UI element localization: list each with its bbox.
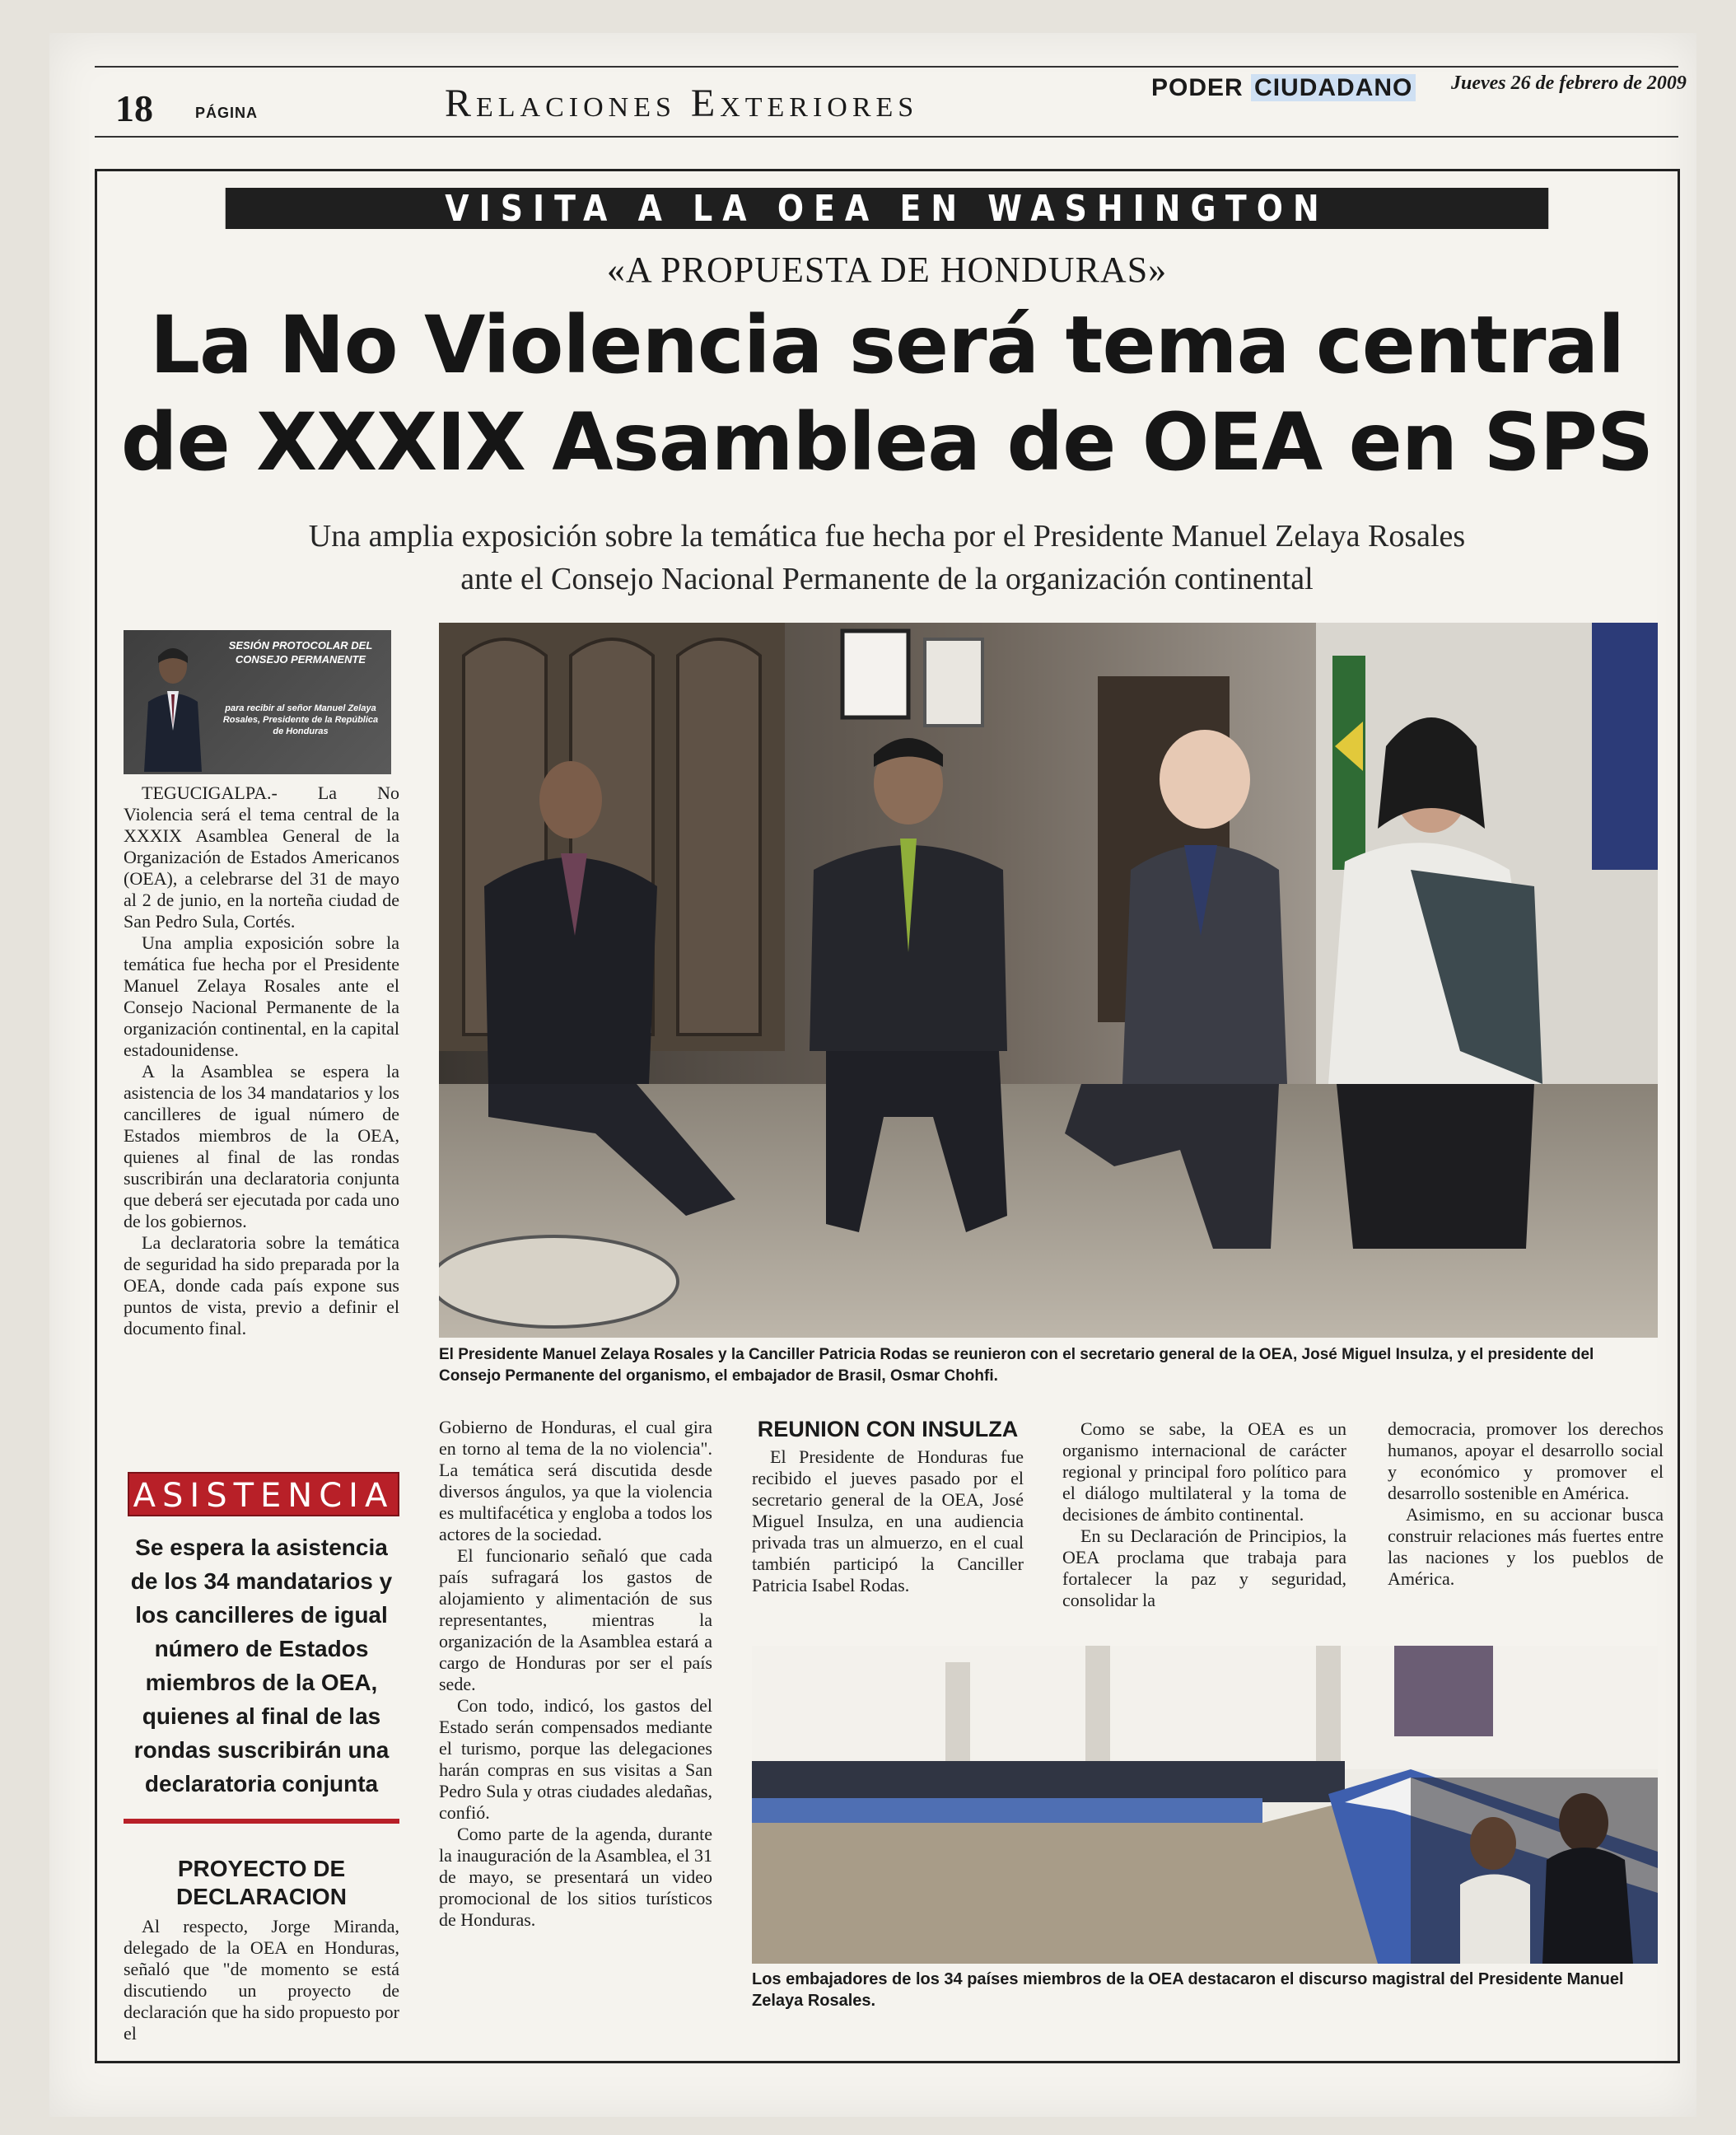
thumb-subtitle: para recibir al señor Manuel Zelaya Rosales, Presidente de la República de Honduras bbox=[222, 703, 379, 736]
article-column-1 bbox=[124, 783, 399, 1339]
pullquote-rule bbox=[124, 1819, 399, 1824]
asistencia-pullquote: Se espera la asistencia de los 34 mandatarios y los cancilleres de igual número de Estados miembros de la OEA, quienes al final de las rondas suscribirán una declaratoria conjunta bbox=[130, 1535, 393, 1796]
article-column-5 bbox=[1388, 1418, 1664, 1590]
headline-line-2: de XXXIX Asamblea de OEA en SPS bbox=[120, 396, 1654, 488]
col1-paragraph: TEGUCIGALPA.- La No Violencia será el tema central de la XXXIX Asamblea General de la Organización de Estados Americanos (OEA), a celebrarse del 31 de mayo al 2 de junio, en la norteña ciudad de San Pedro Sula, Cortés. bbox=[124, 783, 399, 932]
assembly-photo-illustration bbox=[752, 1646, 1658, 1964]
article-column-2 bbox=[439, 1417, 712, 1931]
proyecto-paragraph: Al respecto, Jorge Miranda, delegado de la OEA en Honduras, señaló que "de momento se está discutiendo un proyecto de declaración que ha sido propuesto por el bbox=[124, 1916, 399, 2044]
proyecto-heading bbox=[124, 1855, 399, 1911]
proyecto-body bbox=[124, 1916, 399, 2044]
person-silhouette-icon bbox=[140, 640, 206, 772]
article-kicker: «A PROPUESTA DE HONDURAS» bbox=[606, 250, 1168, 290]
col1-paragraph: La declaratoria sobre la temática de seguridad ha sido preparada por la OEA, donde cada país expone sus puntos de vista, previo a definir el documento final. bbox=[124, 1232, 399, 1338]
col1-paragraph: A la Asamblea se espera la asistencia de los 34 mandatarios y los cancilleres de igual número de Estados miembros de la OEA, quienes al final de las rondas suscribirán una declaratoria conjunta que deberá ser ejecutada por cada uno de los gobiernos. bbox=[124, 1061, 399, 1231]
headline-line-1: La No Violencia será tema central bbox=[149, 299, 1625, 391]
asistencia-label: ASISTENCIA bbox=[128, 1472, 399, 1516]
deck-line-1: Una amplia exposición sobre la temática fue hecha por el Presidente Manuel Zelaya Rosales bbox=[308, 519, 1466, 554]
col5-paragraph: Asimismo, en su accionar busca construir relaciones más fuertes entre las naciones y los pueblos de América. bbox=[1388, 1504, 1664, 1589]
main-photo bbox=[439, 623, 1658, 1338]
meeting-photo-illustration bbox=[439, 623, 1658, 1338]
col1-paragraph: Una amplia exposición sobre la temática fue hecha por el Presidente Manuel Zelaya Rosales ante el Consejo Nacional Permanente de la organización continental, en la capital estadounidense. bbox=[124, 932, 399, 1060]
col2-paragraph: Gobierno de Honduras, el cual gira en torno al tema de la no violencia". La temática será discutida desde diversos ángulos, ya que la violencia es multifacética y engloba a todos los actores de la sociedad. bbox=[439, 1417, 712, 1544]
article-headline bbox=[118, 297, 1656, 491]
col2-paragraph: Con todo, indicó, los gastos del Estado serán compensados mediante el turismo, porque las delegaciones harán compras en sus visitas a San Pedro Sula y otras ciudades aledañas, confió. bbox=[439, 1695, 712, 1823]
brand-left: PODER bbox=[1151, 74, 1244, 101]
main-photo-caption: El Presidente Manuel Zelaya Rosales y la Canciller Patricia Rodas se reunieron con el secretario general de la OEA, José Miguel Insulza, y el presidente del Consejo Permanente del organismo, el embajador de Brasil, Osmar Chohfi. bbox=[439, 1346, 1594, 1385]
header-bottom-rule bbox=[95, 136, 1678, 138]
article-column-3 bbox=[752, 1446, 1024, 1596]
thumbnail-photo bbox=[124, 630, 391, 774]
issue-date: Jueves 26 de febrero de 2009 bbox=[1451, 72, 1687, 94]
newspaper-brand bbox=[1151, 74, 1416, 102]
proyecto-heading-line-2: DECLARACION bbox=[176, 1884, 347, 1909]
header-top-rule bbox=[95, 66, 1678, 68]
article-column-4 bbox=[1062, 1418, 1346, 1611]
deck-line-2: ante el Consejo Nacional Permanente de la organización continental bbox=[460, 562, 1314, 596]
article-banner: VISITA A LA OEA EN WASHINGTON bbox=[226, 188, 1548, 229]
section-title: Relaciones Exteriores bbox=[445, 82, 919, 125]
reunion-paragraph: El Presidente de Honduras fue recibido el jueves pasado por el secretario general de la OEA, José Miguel Insulza, en una audiencia privada tras un almuerzo, en el cual también participó la Canciller Patricia Isabel Rodas. bbox=[752, 1446, 1024, 1595]
thumb-title: SESIÓN PROTOCOLAR DEL CONSEJO PERMANENTE bbox=[228, 639, 373, 666]
article-deck bbox=[118, 515, 1656, 600]
col5-paragraph: democracia, promover los derechos humanos, apoyar el desarrollo social y económico y promover el desarrollo sostenible en América. bbox=[1388, 1418, 1664, 1503]
col2-paragraph: Como parte de la agenda, durante la inauguración de la Asamblea, el 31 de mayo, se presentará un video promocional de los sitios turísticos de Honduras. bbox=[439, 1824, 712, 1930]
col4-paragraph: En su Declaración de Principios, la OEA proclama que trabaja para fortalecer la paz y seguridad, consolidar la bbox=[1062, 1525, 1346, 1610]
page-number: 18 bbox=[115, 87, 153, 129]
assembly-photo bbox=[752, 1646, 1658, 1964]
reunion-heading: REUNION CON INSULZA bbox=[757, 1417, 1019, 1441]
page-label: PÁGINA bbox=[195, 105, 259, 121]
brand-right: CIUDADANO bbox=[1251, 74, 1416, 101]
col2-paragraph: El funcionario señaló que cada país sufragará los gastos de alojamiento y alimentación de sus representantes, mientras la organización de la Asamblea estará a cargo de Honduras por ser el país sede. bbox=[439, 1545, 712, 1694]
col4-paragraph: Como se sabe, la OEA es un organismo internacional de carácter regional y principal foro político para el diálogo multilateral y la toma de decisiones de ámbito continental. bbox=[1062, 1418, 1346, 1525]
assembly-photo-caption: Los embajadores de los 34 países miembros de la OEA destacaron el discurso magistral del Presidente Manuel Zelaya Rosales. bbox=[752, 1970, 1624, 2010]
proyecto-heading-line-1: PROYECTO DE bbox=[177, 1856, 346, 1881]
